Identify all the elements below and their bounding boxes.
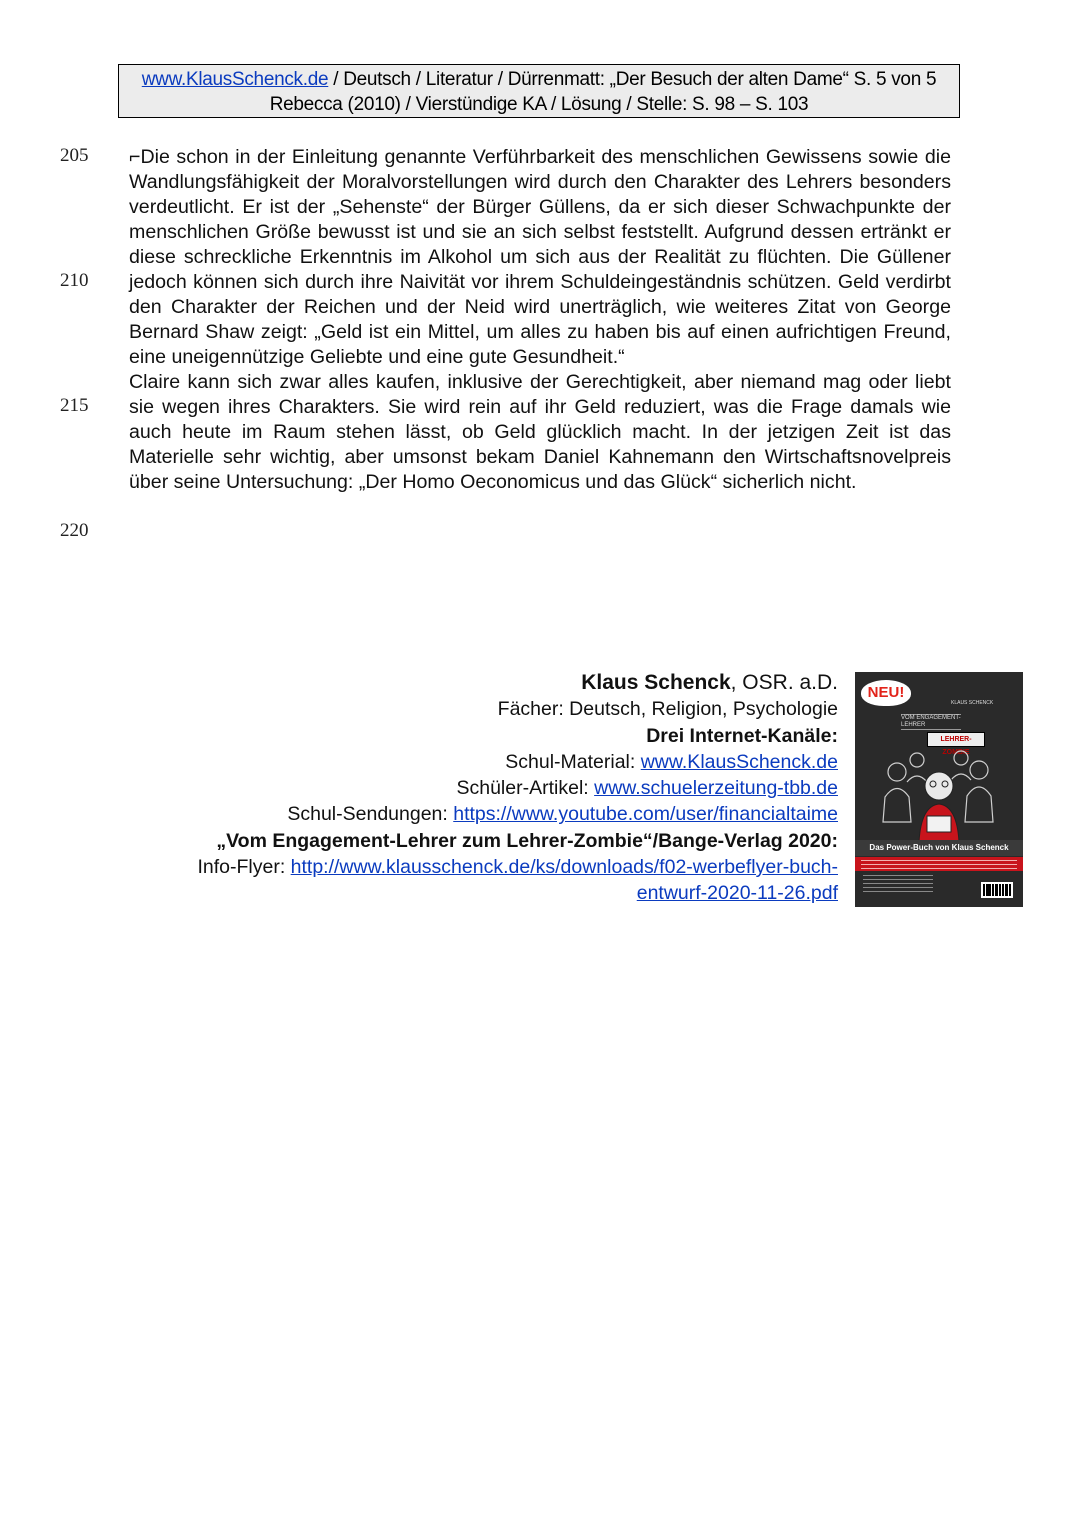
essay-paragraph-1: ⌐Die schon in der Einleitung genannte Verführbarkeit des menschlichen Gewissens sowie die Wandlungsfähigkeit der Moralvorstellungen wird durch den Charakter des Lehrers besonders verdeutlicht. Er ist der „Sehenste“ der Bürger Güllens, da er sich dieser Schwachpunkte der menschlichen Größe bewusst ist und sie an sich selbst feststellt. Aufgrund dessen ertränkt er diese schreckliche Erkenntnis im Alkohol um sich aus der Realität zu flüchten. Die Güllener jedoch können sich durch ihre Naivität vor ihrem Schuldeingeständnis schützen. Geld verdirbt den Charakter der Reichen und der Neid wird unerträglich, wie weiteres Zitat von George Bernard Shaw zeigt: „Geld ist ein Mittel, um alles zu haben bis auf einen aufrichtigen Freund, eine uneigennützige Geliebte und eine gute Gesundheit.“ bbox=[129, 146, 951, 368]
zombie-illustration bbox=[877, 742, 1001, 842]
header-line-1 bbox=[119, 67, 959, 92]
header-line-2: Rebecca (2010) / Vierstündige KA / Lösung / Stelle: S. 98 – S. 103 bbox=[269, 94, 809, 115]
book-cover-title-main: LEHRER-ZOMBIE bbox=[927, 732, 985, 747]
material-link[interactable]: www.KlausSchenck.de bbox=[640, 750, 838, 773]
book-cover-blurb bbox=[863, 875, 933, 895]
material-line: Schul-Material: www.KlausSchenck.de bbox=[505, 750, 838, 773]
broadcasts-link[interactable]: https://www.youtube.com/user/financialtaime bbox=[453, 803, 838, 826]
book-cover-banner: Das Power-Buch von Klaus Schenck bbox=[855, 840, 1023, 856]
flyer-line: Info-Flyer: http://www.klausschenck.de/ks/downloads/f02-werbeflyer-buch- bbox=[197, 856, 838, 879]
book-title-line: „Vom Engagement-Lehrer zum Lehrer-Zombie“/Bange-Verlag 2020: bbox=[216, 829, 838, 852]
author-name-line bbox=[138, 670, 838, 696]
articles-link[interactable]: www.schuelerzeitung-tbb.de bbox=[594, 777, 838, 800]
page-header bbox=[118, 64, 960, 118]
book-cover-title-top: VOM ENGAGEMENT-LEHRER bbox=[901, 715, 961, 728]
line-number-205: 205 bbox=[60, 145, 89, 166]
author-title: , OSR. a.D. bbox=[730, 671, 838, 694]
channels-heading: Drei Internet-Kanäle: bbox=[646, 724, 838, 747]
new-badge: NEU! bbox=[861, 680, 911, 706]
essay-body bbox=[129, 145, 951, 495]
book-cover-redbar bbox=[855, 857, 1023, 871]
author-subjects: Fächer: Deutsch, Religion, Psychologie bbox=[497, 698, 838, 721]
line-number-215: 215 bbox=[60, 395, 89, 416]
author-signature bbox=[138, 670, 838, 907]
flyer-link-continued[interactable]: entwurf-2020-11-26.pdf bbox=[636, 882, 838, 905]
barcode-icon bbox=[981, 882, 1013, 898]
flyer-line-2 bbox=[138, 880, 838, 906]
line-number-220: 220 bbox=[60, 520, 89, 541]
book-cover-image bbox=[855, 672, 1023, 907]
book-cover-author: KLAUS SCHENCK bbox=[951, 700, 994, 706]
header-site-link[interactable]: www.KlausSchenck.de bbox=[141, 69, 329, 90]
line-number-210: 210 bbox=[60, 270, 89, 291]
essay-paragraph-2: Claire kann sich zwar alles kaufen, inklusive der Gerechtigkeit, aber niemand mag oder liebt sie wegen ihres Charakters. Sie wird rein auf ihr Geld reduziert, was die Frage damals wie auch heute im Raum stehen lässt, ob Geld glücklich macht. In der jetzigen Zeit ist das Materielle sehr wichtig, aber umsonst bekam Daniel Kahnemann den Wirtschaftsnovelpreis über seine Untersuchung: „Der Homo Oeconomicus und das Glück“ sicherlich nicht. bbox=[129, 371, 951, 493]
broadcasts-line: Schul-Sendungen: https://www.youtube.com/user/financialtaime bbox=[287, 803, 838, 826]
header-line-1-text: / Deutsch / Literatur / Dürrenmatt: „Der Besuch der alten Dame“ S. 5 von 5 bbox=[328, 69, 937, 90]
flyer-link[interactable]: http://www.klausschenck.de/ks/downloads/f02-werbeflyer-buch- bbox=[290, 856, 838, 879]
articles-line: Schüler-Artikel: www.schuelerzeitung-tbb.de bbox=[456, 777, 838, 800]
author-name: Klaus Schenck bbox=[581, 671, 731, 694]
